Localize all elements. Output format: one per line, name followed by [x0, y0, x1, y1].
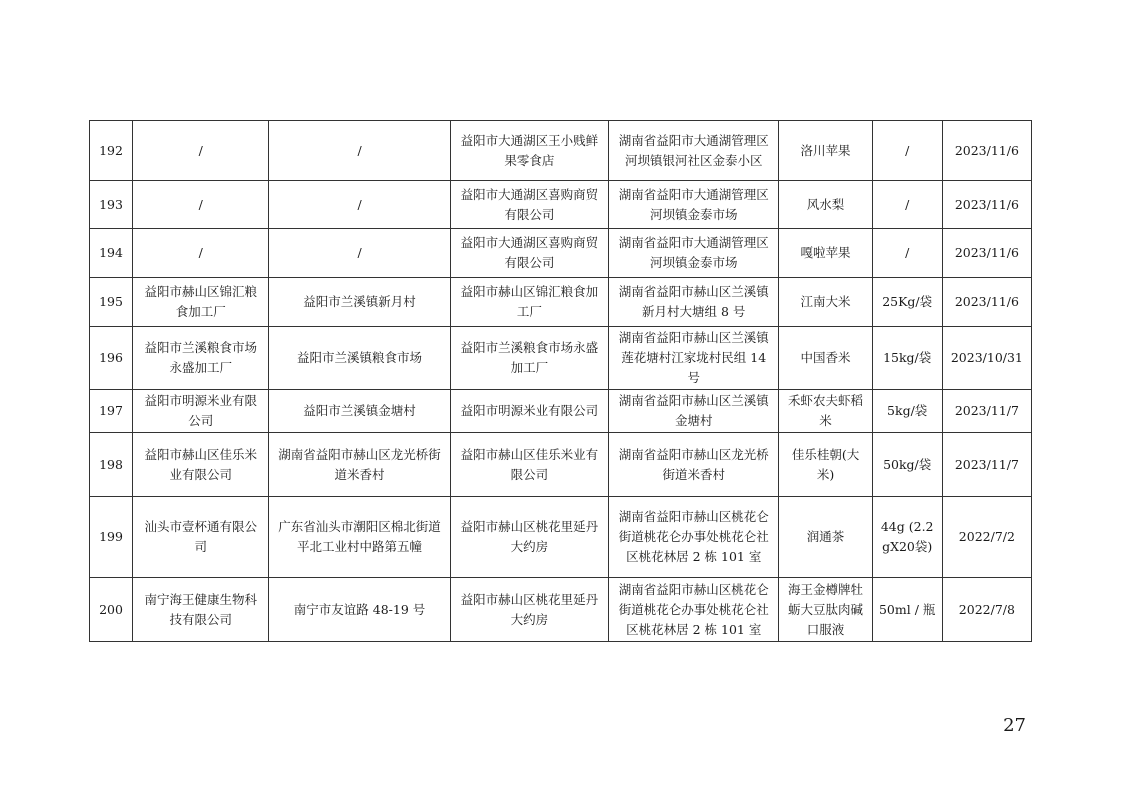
manufacturer-address: 南宁市友谊路 48-19 号 [269, 578, 450, 642]
seller-name: 益阳市赫山区桃花里延丹大约房 [450, 497, 608, 578]
seller-address: 湖南省益阳市赫山区兰溪镇莲花塘村江家垅村民组 14 号 [609, 327, 779, 390]
page-number: 27 [1003, 715, 1026, 736]
production-date: 2023/11/7 [942, 390, 1031, 433]
product-name: 禾虾农夫虾稻米 [779, 390, 872, 433]
seller-name: 益阳市赫山区佳乐米业有限公司 [450, 433, 608, 497]
manufacturer-address: / [269, 229, 450, 278]
seller-name: 益阳市兰溪粮食市场永盛加工厂 [450, 327, 608, 390]
row-number: 198 [90, 433, 133, 497]
production-date: 2022/7/8 [942, 578, 1031, 642]
table-row [90, 390, 1032, 433]
row-number: 192 [90, 121, 133, 181]
product-spec: / [872, 121, 942, 181]
product-name: 海王金樽牌牡蛎大豆肽肉碱口服液 [779, 578, 872, 642]
row-number: 194 [90, 229, 133, 278]
manufacturer-address: 广东省汕头市潮阳区棉北街道平北工业村中路第五幢 [269, 497, 450, 578]
production-date: 2022/7/2 [942, 497, 1031, 578]
table-row [90, 229, 1032, 278]
seller-name: 益阳市大通湖区喜购商贸有限公司 [450, 229, 608, 278]
table-row [90, 433, 1032, 497]
table-row [90, 578, 1032, 642]
product-name: 佳乐桂朝(大米) [779, 433, 872, 497]
manufacturer-address: / [269, 181, 450, 229]
manufacturer-address: / [269, 121, 450, 181]
product-name: 洛川苹果 [779, 121, 872, 181]
production-date: 2023/10/31 [942, 327, 1031, 390]
row-number: 199 [90, 497, 133, 578]
manufacturer-address: 益阳市兰溪镇新月村 [269, 278, 450, 327]
table-row [90, 181, 1032, 229]
production-date: 2023/11/6 [942, 278, 1031, 327]
manufacturer-name: 益阳市明源米业有限公司 [133, 390, 269, 433]
manufacturer-address: 益阳市兰溪镇金塘村 [269, 390, 450, 433]
row-number: 196 [90, 327, 133, 390]
seller-address: 湖南省益阳市赫山区兰溪镇新月村大塘组 8 号 [609, 278, 779, 327]
table-row [90, 278, 1032, 327]
manufacturer-name: 益阳市赫山区佳乐米业有限公司 [133, 433, 269, 497]
product-name: 风水梨 [779, 181, 872, 229]
production-date: 2023/11/6 [942, 121, 1031, 181]
product-name: 江南大米 [779, 278, 872, 327]
seller-name: 益阳市大通湖区喜购商贸有限公司 [450, 181, 608, 229]
seller-address: 湖南省益阳市赫山区桃花仑街道桃花仑办事处桃花仑社区桃花林居 2 栋 101 室 [609, 578, 779, 642]
product-spec: / [872, 181, 942, 229]
production-date: 2023/11/6 [942, 181, 1031, 229]
seller-address: 湖南省益阳市赫山区龙光桥街道米香村 [609, 433, 779, 497]
product-spec: 44g (2.2gX20袋) [872, 497, 942, 578]
product-name: 润通茶 [779, 497, 872, 578]
manufacturer-name: 汕头市壹杯通有限公司 [133, 497, 269, 578]
manufacturer-name: 益阳市兰溪粮食市场永盛加工厂 [133, 327, 269, 390]
manufacturer-address: 湖南省益阳市赫山区龙光桥街道米香村 [269, 433, 450, 497]
row-number: 197 [90, 390, 133, 433]
inspection-records-table [89, 120, 1032, 642]
manufacturer-name: / [133, 121, 269, 181]
production-date: 2023/11/7 [942, 433, 1031, 497]
manufacturer-name: / [133, 229, 269, 278]
seller-name: 益阳市明源米业有限公司 [450, 390, 608, 433]
seller-name: 益阳市大通湖区王小贱鲜果零食店 [450, 121, 608, 181]
manufacturer-name: 南宁海王健康生物科技有限公司 [133, 578, 269, 642]
row-number: 200 [90, 578, 133, 642]
seller-name: 益阳市赫山区锦汇粮食加工厂 [450, 278, 608, 327]
product-spec: 15kg/袋 [872, 327, 942, 390]
production-date: 2023/11/6 [942, 229, 1031, 278]
row-number: 193 [90, 181, 133, 229]
product-name: 中国香米 [779, 327, 872, 390]
seller-address: 湖南省益阳市大通湖管理区河坝镇金泰市场 [609, 181, 779, 229]
seller-address: 湖南省益阳市大通湖管理区河坝镇银河社区金泰小区 [609, 121, 779, 181]
table-row [90, 121, 1032, 181]
row-number: 195 [90, 278, 133, 327]
seller-address: 湖南省益阳市赫山区兰溪镇金塘村 [609, 390, 779, 433]
seller-name: 益阳市赫山区桃花里延丹大约房 [450, 578, 608, 642]
table-row [90, 327, 1032, 390]
seller-address: 湖南省益阳市赫山区桃花仑街道桃花仑办事处桃花仑社区桃花林居 2 栋 101 室 [609, 497, 779, 578]
manufacturer-name: / [133, 181, 269, 229]
product-name: 嘎啦苹果 [779, 229, 872, 278]
manufacturer-address: 益阳市兰溪镇粮食市场 [269, 327, 450, 390]
product-spec: 25Kg/袋 [872, 278, 942, 327]
table-row [90, 497, 1032, 578]
product-spec: 5kg/袋 [872, 390, 942, 433]
manufacturer-name: 益阳市赫山区锦汇粮食加工厂 [133, 278, 269, 327]
product-spec: 50kg/袋 [872, 433, 942, 497]
product-spec: / [872, 229, 942, 278]
seller-address: 湖南省益阳市大通湖管理区河坝镇金泰市场 [609, 229, 779, 278]
product-spec: 50ml / 瓶 [872, 578, 942, 642]
